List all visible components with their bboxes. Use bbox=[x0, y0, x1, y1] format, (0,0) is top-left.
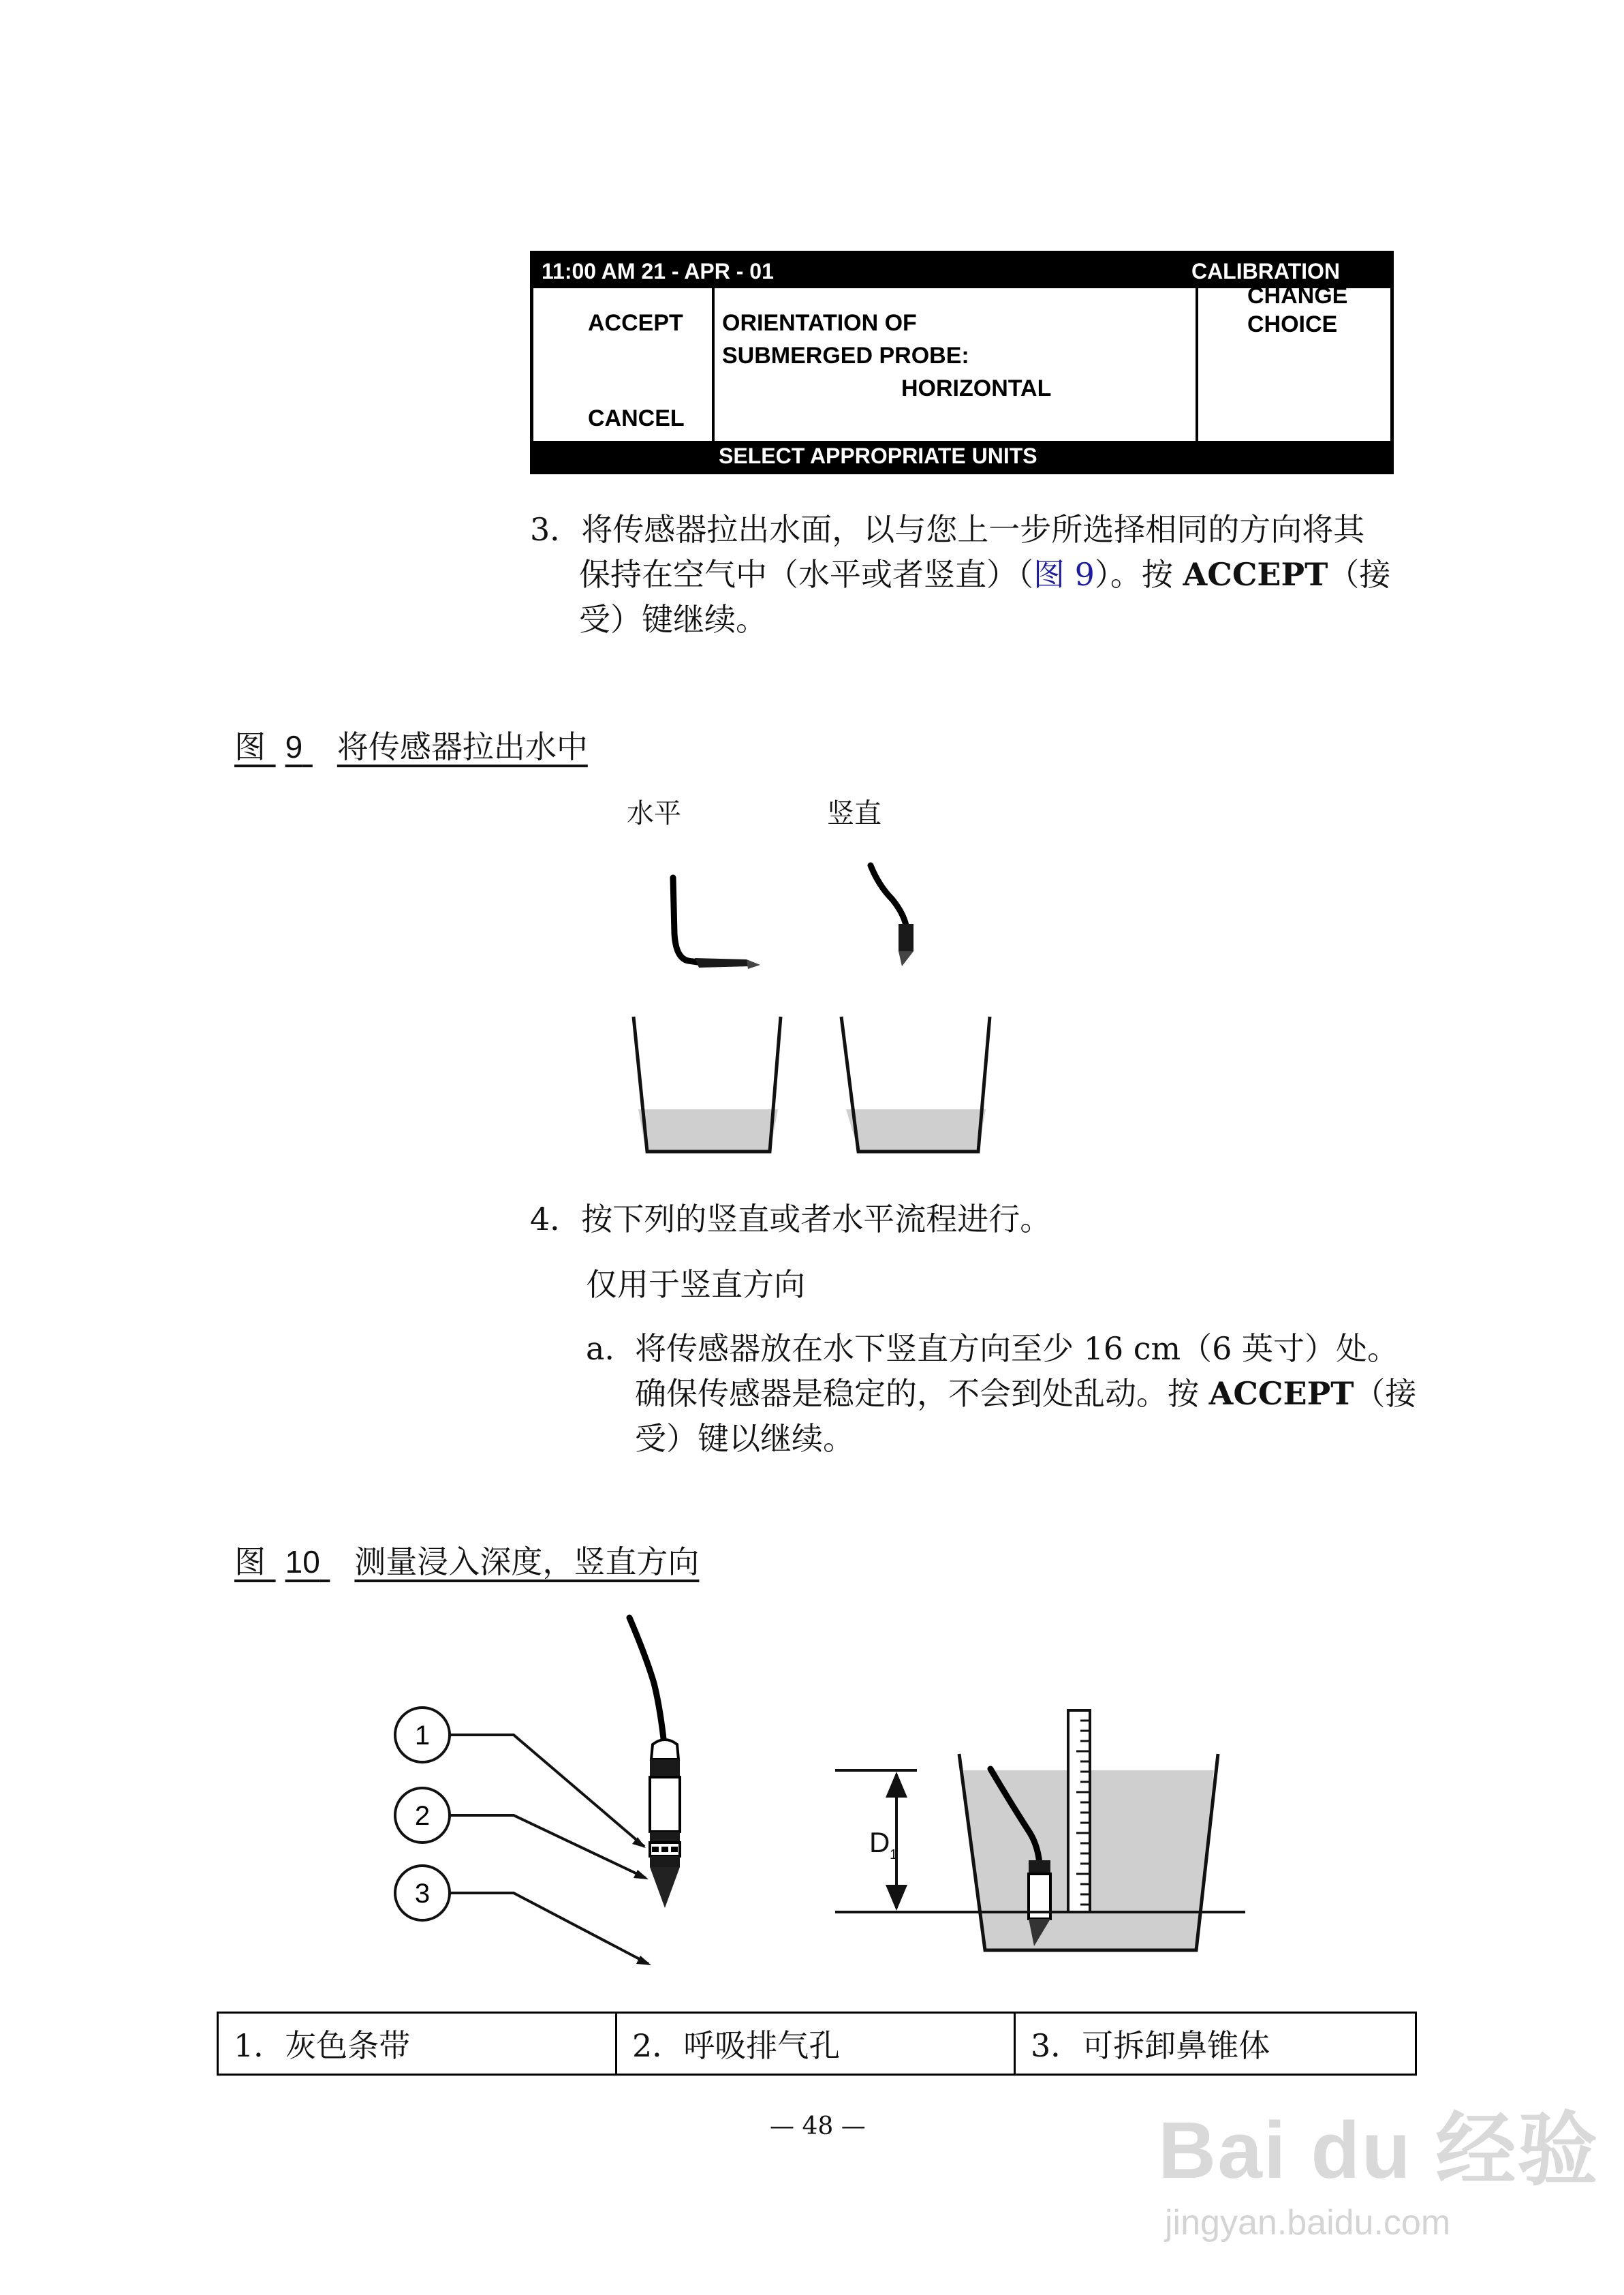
legend-cell: 2．呼吸排气孔 bbox=[616, 2013, 1015, 2075]
page-number: — 48 — bbox=[770, 2112, 866, 2140]
legend-cell: 1．灰色条带 bbox=[218, 2013, 616, 2075]
vertical-probe-icon bbox=[871, 865, 914, 966]
accept-softkey[interactable]: ACCEPT bbox=[588, 310, 683, 336]
step-4-number: 4． bbox=[530, 1201, 582, 1237]
choice-label: CHOICE bbox=[1247, 311, 1338, 337]
figure-10-caption bbox=[234, 1537, 699, 1582]
step-4 bbox=[530, 1197, 1051, 1242]
step-4a-line-3: 受）键以继续。 bbox=[635, 1420, 854, 1457]
figure-9-label: 图 bbox=[234, 728, 266, 765]
figure-10-title: 测量浸入深度，竖直方向 bbox=[354, 1543, 700, 1580]
screen-mode: CALIBRATION bbox=[1191, 259, 1340, 283]
step-4a-line-2: 确保传感器是稳定的，不会到处乱动。按 bbox=[635, 1375, 1209, 1412]
beaker-left bbox=[634, 1017, 781, 1152]
legend-cell: 3．可拆卸鼻锥体 bbox=[1015, 2013, 1416, 2075]
figure-10-number: 10 bbox=[285, 1544, 320, 1580]
callout-2-number: 2 bbox=[414, 1801, 431, 1831]
step-3-line-1: 将传感器拉出水面，以与您上一步所选择相同的方向将其 bbox=[581, 511, 1365, 548]
depth-label: D bbox=[869, 1826, 890, 1858]
step-3-line-2c: （接 bbox=[1328, 556, 1391, 593]
figure-10-illustration bbox=[379, 1608, 1264, 1990]
figure-9-link[interactable]: 图 9 bbox=[1033, 556, 1095, 593]
table-row bbox=[218, 2013, 1416, 2075]
depth-subscript: 1 bbox=[890, 1847, 898, 1862]
figure-9-number: 9 bbox=[285, 729, 303, 765]
step-3-line-2b: ）。按 bbox=[1094, 556, 1183, 593]
accept-key-name-2: ACCEPT bbox=[1208, 1375, 1354, 1412]
watermark-url: jingyan.baidu.com bbox=[1165, 2203, 1451, 2243]
screen-prompt: SELECT APPROPRIATE UNITS bbox=[719, 444, 1037, 468]
watermark-logo: Bai du 经验 bbox=[1158, 2106, 1599, 2196]
screen-divider-left bbox=[712, 288, 715, 441]
horizontal-probe-icon bbox=[673, 878, 760, 969]
orientation-label: ORIENTATION OF bbox=[722, 310, 917, 336]
submerged-probe-label: SUBMERGED PROBE: bbox=[722, 343, 969, 369]
figure-9-illustration bbox=[606, 859, 1035, 1172]
callout-2 bbox=[395, 1788, 649, 1879]
step-4a-line-2b: （接 bbox=[1354, 1375, 1417, 1412]
calibration-screen bbox=[530, 251, 1394, 474]
legend-table bbox=[217, 2012, 1417, 2076]
change-label: CHANGE bbox=[1247, 283, 1348, 309]
vertical-label: 竖直 bbox=[827, 798, 881, 829]
figure-9-title: 将传感器拉出水中 bbox=[337, 728, 588, 765]
step-4a bbox=[586, 1326, 1416, 1461]
step-4a-label: a. bbox=[586, 1330, 615, 1367]
accept-key-name: ACCEPT bbox=[1183, 556, 1328, 593]
step-3 bbox=[530, 507, 1390, 642]
change-choice-softkey[interactable] bbox=[1247, 281, 1348, 339]
figure-10-label: 图 bbox=[234, 1543, 266, 1580]
orientation-value: HORIZONTAL bbox=[901, 375, 1052, 401]
probe-detail-icon bbox=[629, 1618, 680, 1908]
step-3-number: 3． bbox=[530, 511, 582, 548]
screen-prompt-bar bbox=[533, 441, 1390, 471]
beaker-right bbox=[841, 1017, 990, 1152]
callout-3-number: 3 bbox=[414, 1879, 431, 1909]
step-3-line-2: 保持在空气中（水平或者竖直）（ bbox=[579, 556, 1033, 593]
screen-divider-right bbox=[1196, 288, 1198, 441]
screen-time: 11:00 AM 21 - APR - 01 bbox=[542, 259, 774, 283]
horizontal-label: 水平 bbox=[627, 798, 681, 829]
callout-1-number: 1 bbox=[414, 1721, 431, 1751]
callout-3 bbox=[395, 1866, 651, 1965]
vertical-only-heading: 仅用于竖直方向 bbox=[586, 1266, 805, 1303]
ruler bbox=[1068, 1710, 1090, 1912]
step-4-text: 按下列的竖直或者水平流程进行。 bbox=[581, 1201, 1052, 1237]
step-3-line-3: 受）键继续。 bbox=[579, 601, 767, 638]
step-4a-line-1: 将传感器放在水下竖直方向至少 16 cm（6 英寸）处。 bbox=[635, 1330, 1399, 1367]
figure-9-caption bbox=[234, 722, 588, 767]
cancel-softkey[interactable]: CANCEL bbox=[588, 405, 685, 431]
